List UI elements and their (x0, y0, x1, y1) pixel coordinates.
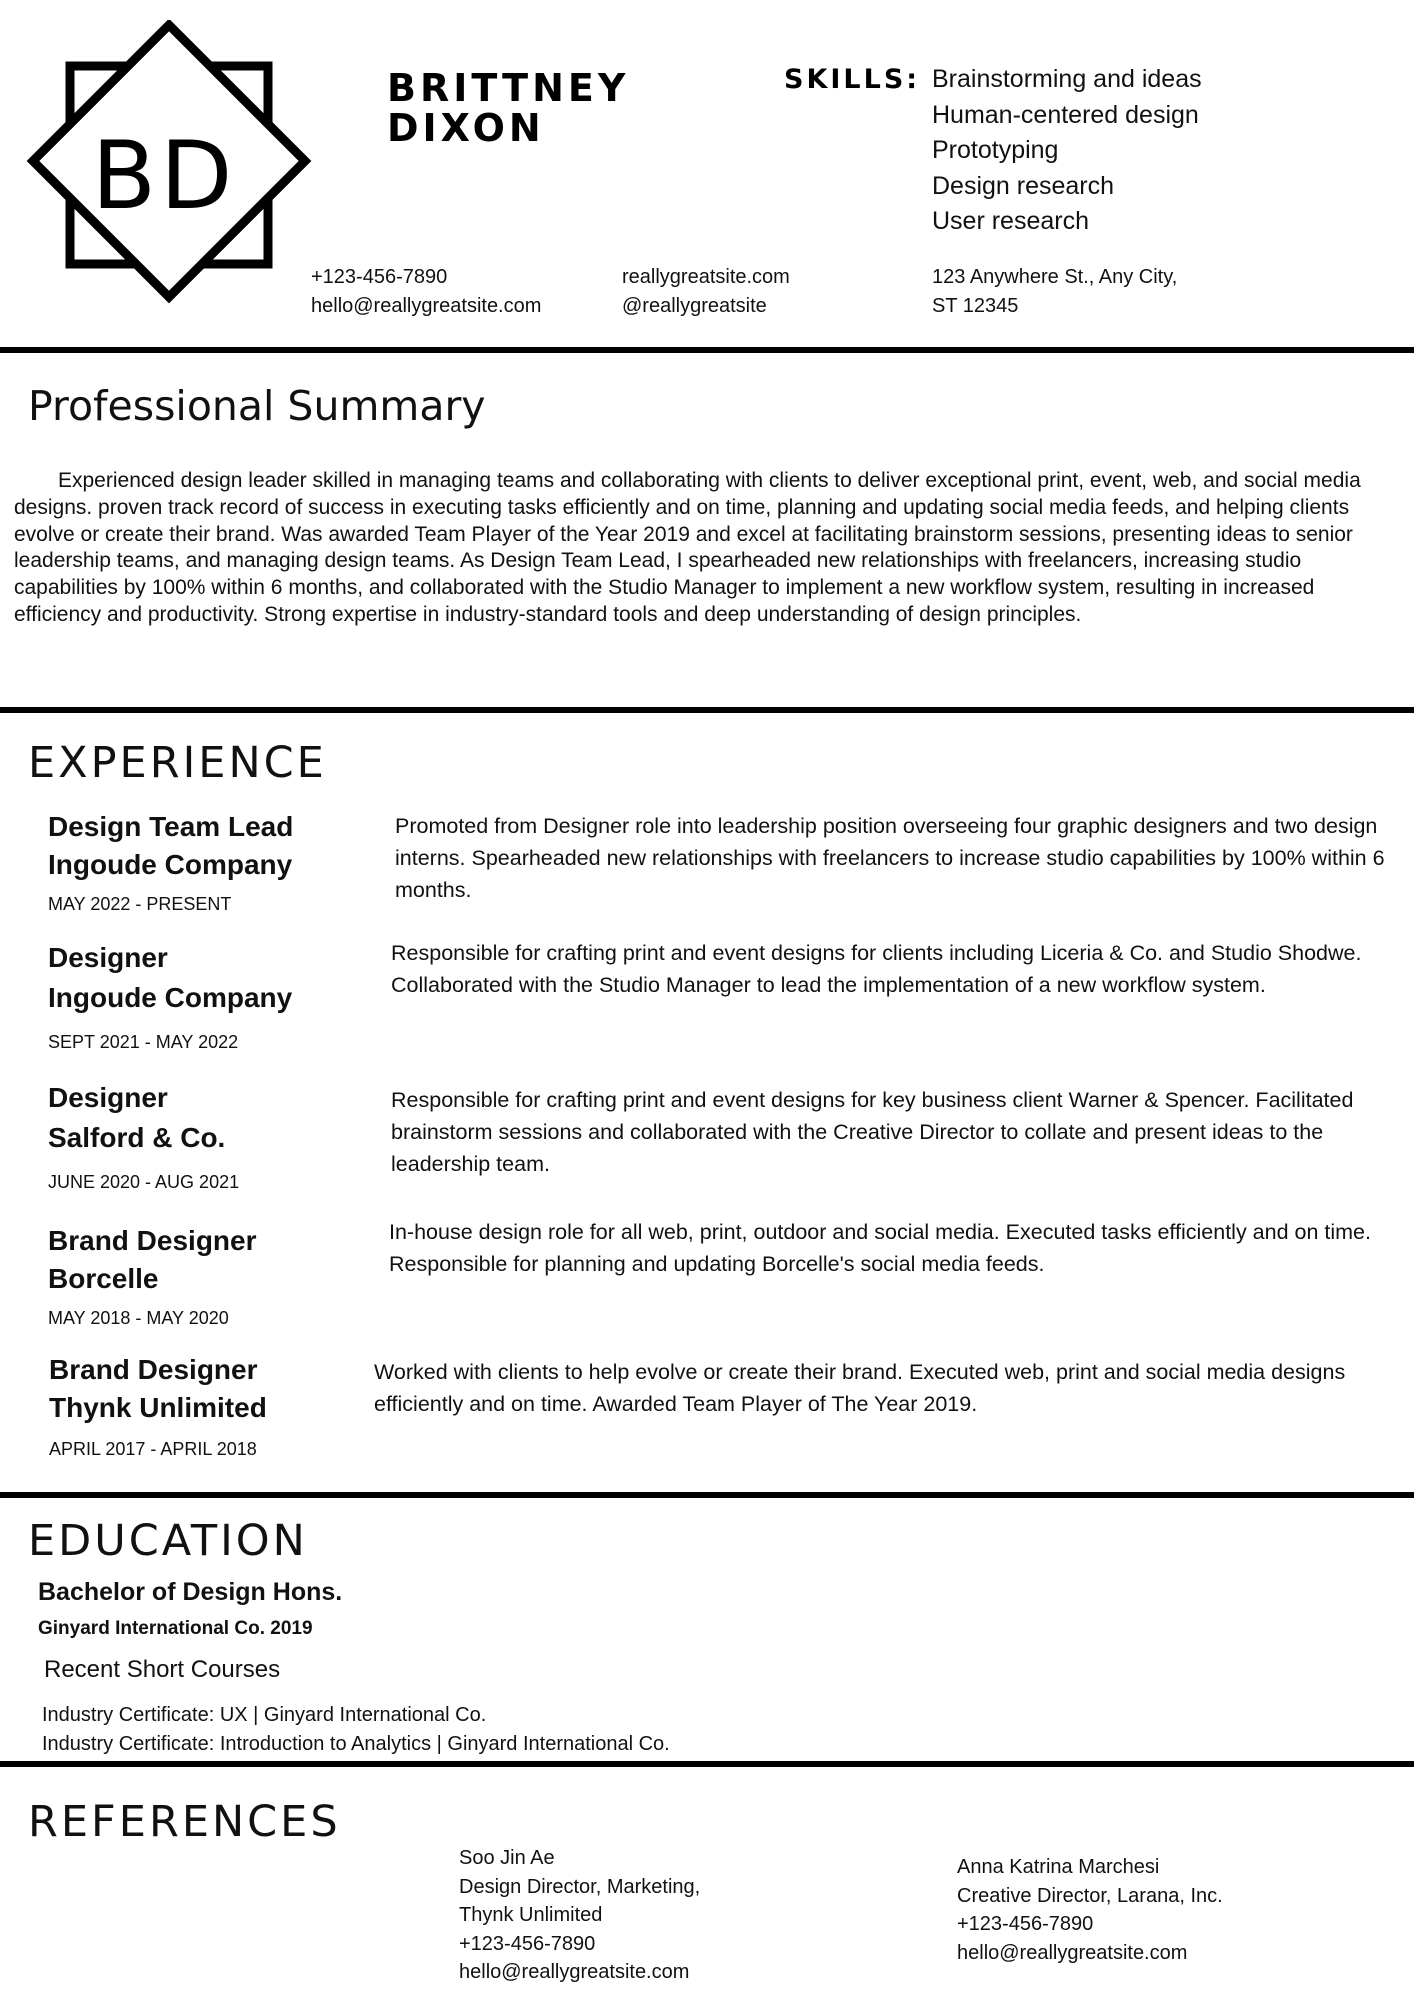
reference-phone: +123-456-7890 (459, 1932, 596, 1955)
job-dates: MAY 2022 - PRESENT (48, 894, 232, 914)
job-company: Salford & Co. (48, 1122, 226, 1153)
job-description: Worked with clients to help evolve or create their brand. Executed web, print and social media designs efficiently and on time. Awarded Team Player of The Year 2019. (374, 1360, 1346, 1416)
reference-phone: +123-456-7890 (957, 1913, 1094, 1936)
contact-phone: +123-456-7890 (311, 266, 448, 288)
first-name: BRITTNEY (387, 66, 630, 110)
contact-address-line2: ST 12345 (932, 294, 1019, 317)
job-role: Design Team Lead (48, 811, 294, 842)
summary-text: Experienced design leader skilled in managing teams and collaborating with clients to deliver exceptional print, event, web, and social media designs. proven track record of success in executing tasks efficiently and on time, planning and updating social media feeds, and helping clients evolve or create their brand. Was awarded Team Player of the Year 2019 and excel at facilitating brainstorm sessions, presenting ideas to senior leadership teams, and managing design teams. As Design Team Lead, I spearheaded new relationships with freelancers, increasing studio capabilities by 100% within 6 months, and collaborated with the Studio Manager to implement a new workflow system, resulting in increased efficiency and productivity. Strong expertise in industry-standard tools and deep understanding of design principles. (14, 469, 1361, 626)
reference-title: Design Director, Marketing, (459, 1875, 701, 1898)
job-company: Borcelle (48, 1263, 159, 1294)
contact-address (932, 263, 1177, 320)
job-entry (48, 808, 293, 915)
reference-company: Thynk Unlimited (459, 1904, 603, 1927)
course-item: Industry Certificate: Introduction to Analytics | Ginyard International Co. (42, 1733, 670, 1755)
job-description: In-house design role for all web, print, outdoor and social media. Executed tasks efficiently and on time. Responsible for planning and updating Borcelle's social media feeds. (389, 1220, 1371, 1276)
job-company: Ingoude Company (48, 849, 293, 880)
reference-name: Anna Katrina Marchesi (957, 1856, 1160, 1878)
job-role: Brand Designer (49, 1354, 258, 1385)
section-divider (0, 347, 1414, 353)
reference-entry (459, 1844, 700, 1987)
reference-email: hello@reallygreatsite.com (459, 1961, 690, 1984)
job-description: Promoted from Designer role into leadership position overseeing four graphic designers and two design interns. Spearheaded new relationships with freelancers to increase studio capabilities by 100% within 6 months. (395, 814, 1385, 902)
education-title: EDUCATION (28, 1516, 308, 1566)
contact-web-social (622, 263, 790, 320)
monogram-logo (24, 20, 314, 310)
contact-phone-email (311, 263, 541, 320)
section-divider (0, 707, 1414, 713)
job-entry (48, 1078, 239, 1193)
job-description: Responsible for crafting print and event designs for clients including Liceria & Co. and Studio Shodwe. Collaborated with the Studio Manager to lead the implementation of a new workflow system. (391, 941, 1362, 997)
last-name: DIXON (387, 106, 545, 150)
job-entry (48, 1222, 257, 1329)
section-divider (0, 1761, 1414, 1767)
references-title: REFERENCES (28, 1797, 341, 1847)
skill-item: Brainstorming and ideas (932, 65, 1202, 93)
monogram-frame (24, 20, 314, 310)
reference-email: hello@reallygreatsite.com (957, 1941, 1188, 1964)
reference-title: Creative Director, Larana, Inc. (957, 1884, 1223, 1907)
skills-label: SKILLS: (784, 64, 921, 95)
job-entry (49, 1351, 267, 1460)
summary-title: Professional Summary (28, 382, 486, 430)
candidate-name (387, 68, 629, 148)
job-dates: SEPT 2021 - MAY 2022 (48, 1032, 239, 1052)
contact-email: hello@reallygreatsite.com (311, 294, 542, 317)
monogram-initials: BD (91, 122, 237, 231)
skills-list (932, 62, 1202, 240)
job-dates: JUNE 2020 - AUG 2021 (48, 1172, 240, 1192)
course-item: Industry Certificate: UX | Ginyard International Co. (42, 1704, 487, 1726)
experience-title: EXPERIENCE (28, 738, 327, 788)
job-role: Designer (48, 942, 168, 973)
section-divider (0, 1492, 1414, 1498)
skill-item: Human-centered design (932, 100, 1199, 129)
reference-name: Soo Jin Ae (459, 1847, 555, 1869)
skill-item: Design research (932, 171, 1115, 200)
job-company: Ingoude Company (48, 982, 293, 1013)
job-role: Designer (48, 1082, 168, 1113)
education-school: Ginyard International Co. 2019 (38, 1618, 313, 1639)
job-entry (48, 938, 292, 1053)
job-company: Thynk Unlimited (49, 1392, 267, 1423)
job-role: Brand Designer (48, 1225, 257, 1256)
courses-title: Recent Short Courses (44, 1656, 281, 1683)
contact-address-line1: 123 Anywhere St., Any City, (932, 266, 1178, 288)
contact-website: reallygreatsite.com (622, 266, 790, 288)
job-description: Responsible for crafting print and event designs for key business client Warner & Spencer. Facilitated brainstorm sessions and collaborated with the Creative Director to collate and present ideas to the leadership team. (391, 1088, 1354, 1176)
contact-social: @reallygreatsite (622, 294, 767, 317)
skill-item: Prototyping (932, 136, 1059, 164)
skill-item: User research (932, 207, 1089, 235)
education-degree: Bachelor of Design Hons. (38, 1578, 343, 1606)
reference-entry (957, 1853, 1223, 1967)
job-dates: MAY 2018 - MAY 2020 (48, 1308, 229, 1328)
job-dates: APRIL 2017 - APRIL 2018 (49, 1439, 257, 1459)
